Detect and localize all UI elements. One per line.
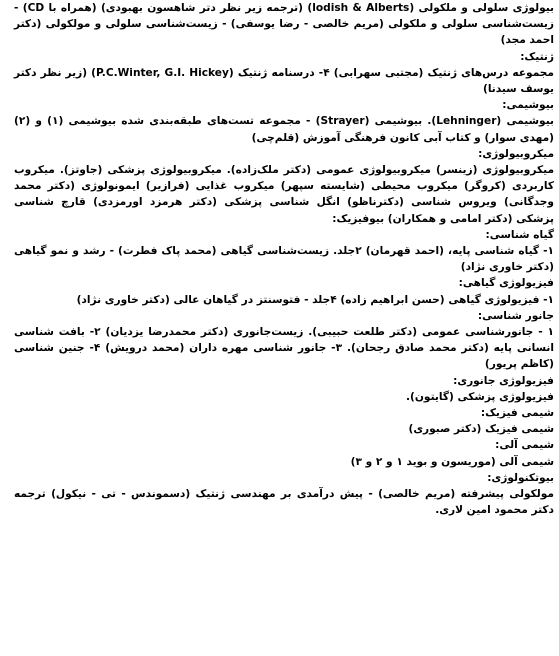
heading-zoology: جانور شناسی: (477, 309, 554, 322)
paragraph-physical-chemistry: شیمی فیزیک (دکتر صبوری) (408, 423, 554, 436)
paragraph-cell-biology: بیولوژی سلولی و ملکولی (lodish & Alberts) (ترجمه زیر نظر دتر شاهسون بهبودی) (همراه با CD) - زیست‌شناسی سلولی و ملکولی (مریم خالصی - رضا یوسفی) - زیست‌شناسی سلولی و مولکولی (دکتر احمد مجد) (14, 2, 555, 47)
heading-botany: گیاه شناسی: (485, 228, 554, 241)
paragraph-plant-physiology: ۱- فیزیولوژی گیاهی (حسن ابراهیم زاده) ۴جلد - فتوسنتز در گیاهان عالی (دکتر خاوری نژاد) (76, 293, 554, 306)
document-page (14, 0, 554, 519)
paragraph-organic-chemistry: شیمی آلی (موریسون و بوید ۱ و ۲ و ۳) (350, 455, 554, 468)
paragraph-microbiology: میکروبیولوژی (زینسر) میکروبیولوژی عمومی (دکتر ملک‌زاده). میکروبیولوژی پزشکی (جاوتز). میکروب کاربردی (کروگر) میکروب محیطی (شایسته سپهر) میکروب غذایی (فرازیر) ایمونولوژی (دکتر محمد وجدگانی) ویروس شناسی (دکترناظو) انگل شناسی پزشکی (دکتر هرمزد اورمزدی) قارچ شناسی پزشکی (دکتر امامی و همکاران) بیوفیزیک: (14, 164, 554, 225)
paragraph-genetics: مجموعه درس‌های ژنتیک (مجتبی سهرابی) ۴- درسنامه ژنتیک (P.C.Winter, G.I. Hickey) (زیر نظر دکتر یوسف سیدنا) (14, 66, 554, 96)
paragraph-botany: ۱- گیاه شناسی پایه، (احمد قهرمان) ۲جلد. زیست‌شناسی گیاهی (محمد پاک فطرت) - رشد و نمو گیاهی (دکتر خاوری نژاد) (14, 245, 554, 274)
heading-biotechnology: بیوتکنولوژی: (487, 471, 554, 484)
paragraph-animal-physiology: فیزیولوژی پزشکی (گایتون). (406, 390, 554, 403)
heading-microbiology: میکروبیولوژی: (478, 147, 554, 160)
heading-genetics: ژنتیک: (520, 50, 554, 63)
heading-plant-physiology: فیزیولوژی گیاهی: (458, 277, 554, 290)
paragraph-biotechnology: مولکولی پیشرفته (مریم خالصی) - پیش درآمدی بر مهندسی ژنتیک (دسموندس - تی - نیکول) ترجمه دکتر محمود امین لاری. (14, 488, 554, 517)
heading-biochemistry: بیوشیمی: (502, 99, 554, 112)
heading-animal-physiology: فیزیولوژی جانوری: (453, 374, 554, 387)
paragraph-biochemistry: بیوشیمی (Lehninger). بیوشیمی (Strayer) - مجموعه تست‌های طبقه‌بندی شده بیوشیمی (۱) و (۲) (مهدی سوار) و کتاب آبی کانون فرهنگی آموزش (قلم‌چی) (14, 115, 554, 144)
paragraph-zoology: ۱ - جانورشناسی عمومی (دکتر طلعت حبیبی). زیست‌جانوری (دکتر محمدرضا یزدیان) ۲- بافت شناسی انسانی پایه (دکتر محمد صادق رجحان). ۳- جانور شناسی مهره داران (محمد درویش) ۴- جنین شناسی (کاظم پریور) (14, 326, 554, 371)
heading-physical-chemistry: شیمی فیزیک: (480, 407, 554, 420)
heading-organic-chemistry: شیمی آلی: (495, 439, 554, 452)
